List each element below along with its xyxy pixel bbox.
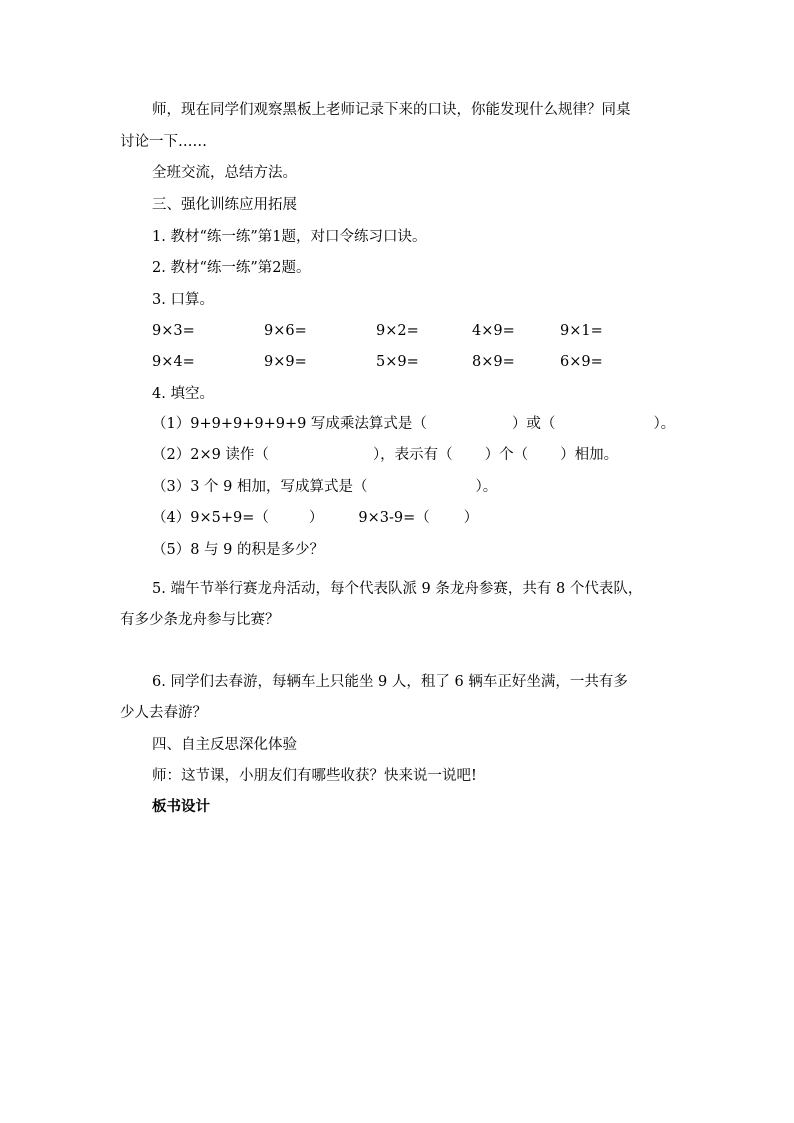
- fill-text: ）: [463, 510, 479, 526]
- word-problem-5-line-2: 有多少条龙舟参与比赛？: [120, 612, 280, 628]
- fill-text: ）相加。: [560, 447, 619, 463]
- exercise-item-3: 3. 口算。: [152, 292, 214, 308]
- oral-calc-expression: 6×9=: [560, 354, 603, 370]
- fill-text: ）。: [653, 416, 676, 432]
- section-three-heading: 三、强化训练应用拓展: [152, 197, 297, 213]
- fill-blank-5: （5）8 与 9 的积是多少？: [152, 542, 325, 558]
- oral-calc-expression: 9×4=: [152, 354, 195, 370]
- oral-calc-expression: 9×3=: [152, 323, 195, 339]
- oral-calc-expression: 4×9=: [472, 323, 515, 339]
- fill-blank-2: [152, 446, 618, 464]
- teacher-closing-text: 师：这节课，小朋友们有哪些收获？快来说一说吧!: [152, 768, 477, 784]
- oral-calc-expression: 9×2=: [376, 323, 419, 339]
- fill-blank-1: [152, 415, 675, 433]
- teacher-prompt-line-1: 师，现在同学们观察黑板上老师记录下来的口诀，你能发现什么规律？同桌: [152, 102, 631, 118]
- fill-blank-3: [152, 478, 497, 496]
- fill-text: ）个（: [484, 447, 529, 463]
- oral-calc-expression: 9×1=: [560, 323, 603, 339]
- exercise-item-1: 1. 教材“练一练”第1题，对口令练习口诀。: [152, 229, 427, 245]
- fill-text: ）: [308, 510, 324, 526]
- word-problem-6-line-2: 少人去春游？: [120, 705, 207, 721]
- fill-text: ），表示有（: [372, 447, 453, 463]
- oral-calc-expression: 5×9=: [376, 354, 419, 370]
- oral-calc-expression: 9×6=: [264, 323, 307, 339]
- exercise-item-4: 4. 填空。: [152, 386, 214, 402]
- oral-calc-expression: 9×9=: [264, 354, 307, 370]
- teacher-prompt-line-2: 讨论一下……: [120, 134, 207, 150]
- fill-text: （4）9×5+9=（: [152, 510, 269, 526]
- fill-text: 9×3-9=（: [358, 510, 430, 526]
- fill-text: （1）9+9+9+9+9+9 写成乘法算式是（: [152, 416, 427, 432]
- fill-text: （3）3 个 9 相加，写成算式是（: [152, 479, 368, 495]
- word-problem-6-line-1: 6. 同学们去春游，每辆车上只能坐 9 人，租了 6 辆车正好坐满，一共有多: [152, 674, 628, 690]
- oral-calc-expression: 8×9=: [472, 354, 515, 370]
- class-exchange-text: 全班交流，总结方法。: [152, 165, 297, 181]
- fill-blank-4: [152, 509, 478, 527]
- exercise-item-2: 2. 教材“练一练”第2题。: [152, 260, 311, 276]
- section-four-heading: 四、自主反思深化体验: [152, 737, 297, 753]
- board-design-heading: 板书设计: [152, 798, 210, 815]
- word-problem-5-line-1: 5. 端午节举行赛龙舟活动，每个代表队派 9 条龙舟参赛，共有 8 个代表队，: [152, 581, 643, 597]
- fill-text: ）或（: [511, 416, 556, 432]
- fill-text: （2）2×9 读作（: [152, 447, 269, 463]
- fill-text: ）。: [475, 479, 498, 495]
